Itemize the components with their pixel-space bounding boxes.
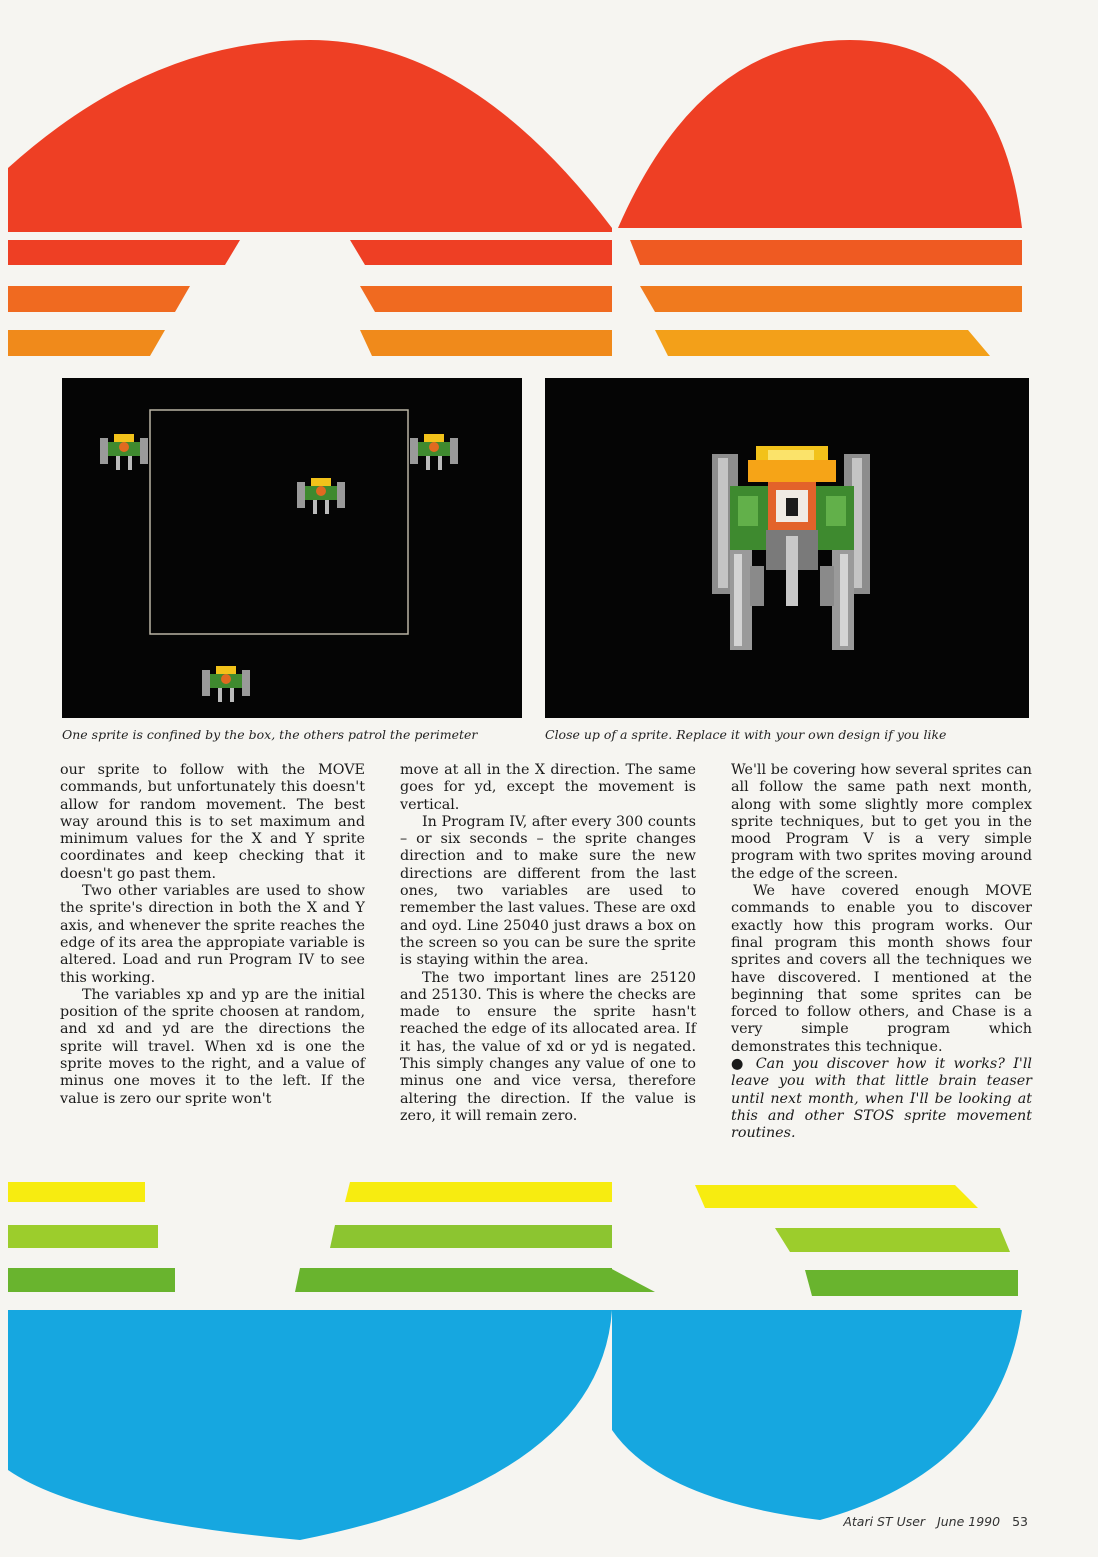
red-arc-left (8, 40, 612, 232)
paragraph: We'll be covering how several sprites can all follow the same path next month, along with some slightly more complex sprite techniques, but to get you in the mood Program V is a very simple program with two sprites moving around the edge of the screen. (731, 762, 1032, 882)
sprite-box-scene (62, 378, 522, 718)
stripe-green-1 (8, 1268, 175, 1292)
page-number: 53 (1012, 1514, 1028, 1529)
publication-name: Atari ST User (843, 1514, 926, 1529)
issue-date: June 1990 (937, 1514, 1001, 1529)
bullet-icon: ● (731, 1056, 748, 1073)
stripe-lime-1b (330, 1225, 612, 1248)
paragraph: our sprite to follow with the MOVE commands, but unfortunately this doesn't allow for random movement. The best way around this is to set maximum and minimum values for the X and Y sprite coordinates and keep checking that it doesn't go past them. (60, 762, 365, 882)
sprite-closeup-scene (545, 378, 1029, 718)
paragraph: The two important lines are 25120 and 25130. This is where the checks are made to ensure the sprite hasn't reached the edge of its allocated area. If it has, the value of xd or yd is negated. This simply changes any value of one to minus one and vice versa, therefore altering the direction. If the value is zero, it will remain zero. (400, 969, 696, 1124)
stripe-green-1d (805, 1270, 1018, 1296)
figure-caption-1: One sprite is confined by the box, the others patrol the perimeter (62, 727, 478, 742)
article-column-2 (400, 762, 696, 1125)
stripe-green-1b (295, 1268, 612, 1292)
teaser-text: Can you discover how it works? I'll leave you with that little brain teaser until next month, when I'll be looking at this and other STOS sprite movement routines. (731, 1056, 1032, 1142)
figure-caption-2: Close up of a sprite. Replace it with your own design if you like (545, 727, 947, 742)
stripe-orange-1b (360, 286, 612, 312)
stripe-lime-1 (8, 1225, 158, 1248)
red-arc-right (618, 40, 1022, 228)
stripe-orange-2b (360, 330, 612, 356)
article-column-3 (731, 762, 1032, 1143)
paragraph: The variables xp and yp are the initial position of the sprite choosen at random, and xd and yd are the directions the sprite will travel. When xd is one the sprite moves to the right, and a value of minus one moves it to the left. If the value is zero our sprite won't (60, 986, 365, 1107)
figure-screenshot-closeup (545, 378, 1029, 718)
stripe-lime-1c (775, 1228, 1010, 1252)
paragraph: We have covered enough MOVE commands to enable you to discover exactly how this program works. Our final program this month shows four sprites and covers all the techniques we have discovered. I mentioned at the beginning that some sprites can be forced to follow others, and Chase is a very simple program which demonstrates this technique. (731, 883, 1032, 1055)
stripe-yellow-1c (695, 1185, 978, 1208)
stripe-orange-2 (8, 330, 165, 356)
stripe-yellow-1b (345, 1182, 612, 1202)
stripe-red-1 (8, 240, 240, 265)
paragraph: Two other variables are used to show the sprite's direction in both the X and Y axis, and whenever the sprite reaches the edge of its area the appropiate variable is altered. Load and run Program IV to see this working. (60, 883, 365, 986)
stripe-orange-1 (8, 286, 190, 312)
stripe-orange-2c (655, 330, 990, 356)
figure-screenshot-box (62, 378, 522, 718)
stripe-yellow-1 (8, 1182, 145, 1202)
stripe-orange-1c (640, 286, 1022, 312)
cyan-arc-right (612, 1310, 1022, 1520)
paragraph: In Program IV, after every 300 counts – or six seconds – the sprite changes direction and to make sure the new directions are different from the last ones, two variables are used to remember the last values. These are oxd and oyd. Line 25040 just draws a box on the screen so you can be sure the sprite is staying within the area. (400, 813, 696, 969)
stripe-red-1c (630, 240, 1022, 265)
teaser-paragraph (731, 1056, 1032, 1142)
stripe-red-1b (350, 240, 612, 265)
paragraph: move at all in the X direction. The same goes for yd, except the movement is vertical. (400, 762, 696, 813)
stripe-green-1c (610, 1268, 655, 1292)
cyan-arc-left (8, 1310, 612, 1540)
article-column-1 (60, 762, 365, 1108)
page-footer (843, 1514, 1028, 1529)
